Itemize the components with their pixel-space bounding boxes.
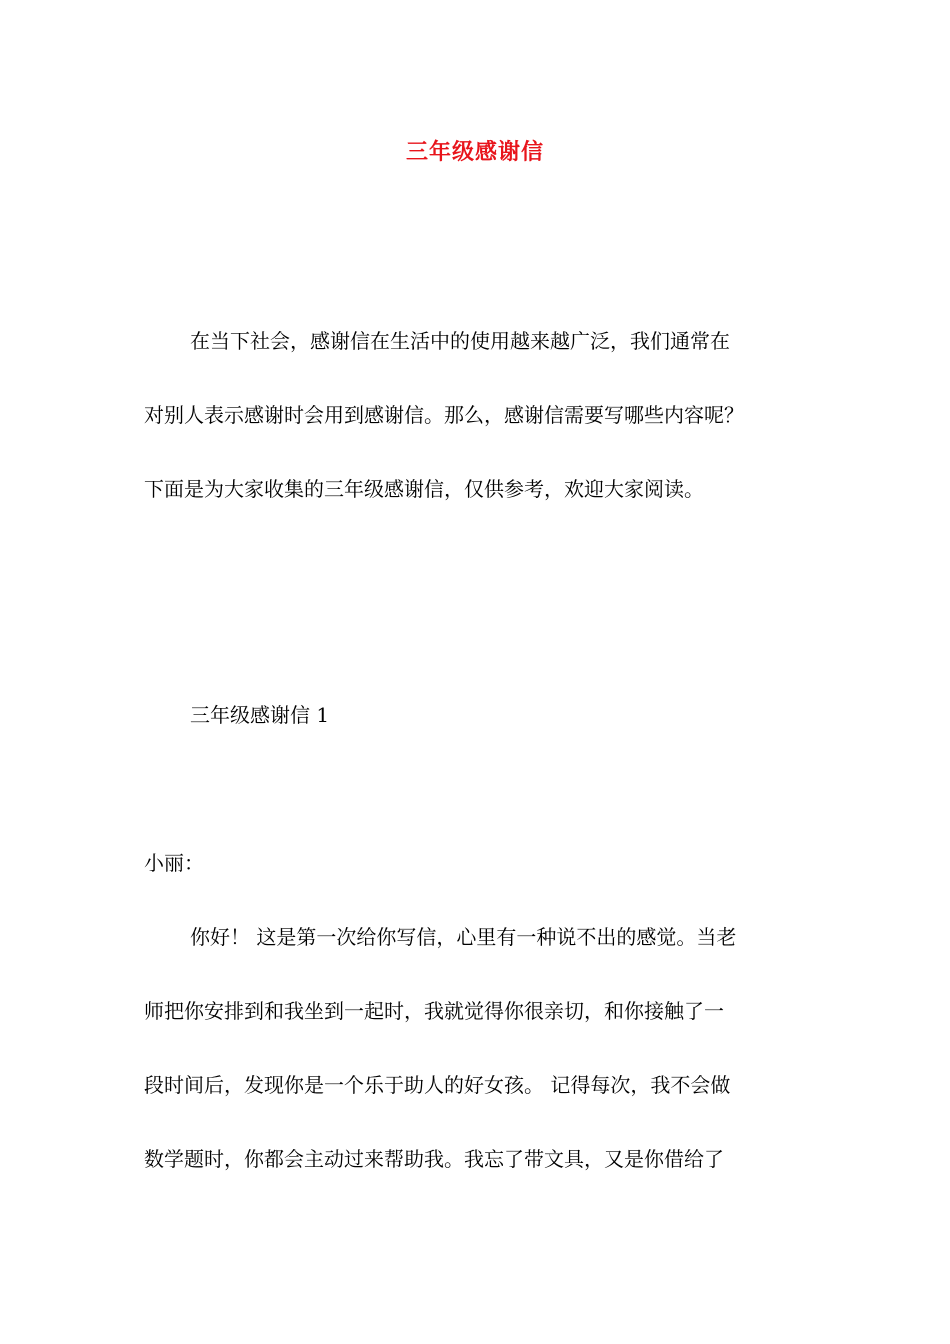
section-heading: 三年级感谢信 1 xyxy=(190,703,330,727)
letter-line-2: 师把你安排到和我坐到一起时，我就觉得你很亲切，和你接触了一 xyxy=(144,999,724,1023)
intro-line-3: 下面是为大家收集的三年级感谢信，仅供参考，欢迎大家阅读。 xyxy=(144,477,704,501)
intro-line-1: 在当下社会，感谢信在生活中的使用越来越广泛，我们通常在 xyxy=(190,329,730,353)
letter-line-3: 段时间后，发现你是一个乐于助人的好女孩。 记得每次，我不会做 xyxy=(144,1073,731,1097)
letter-line-4: 数学题时，你都会主动过来帮助我。我忘了带文具，又是你借给了 xyxy=(144,1147,724,1171)
document-title: 三年级感谢信 xyxy=(405,139,544,165)
letter-salutation: 小丽： xyxy=(144,851,204,875)
intro-line-2: 对别人表示感谢时会用到感谢信。那么，感谢信需要写哪些内容呢？ xyxy=(144,403,744,427)
letter-line-1: 你好！ 这是第一次给你写信，心里有一种说不出的感觉。当老 xyxy=(190,925,737,949)
